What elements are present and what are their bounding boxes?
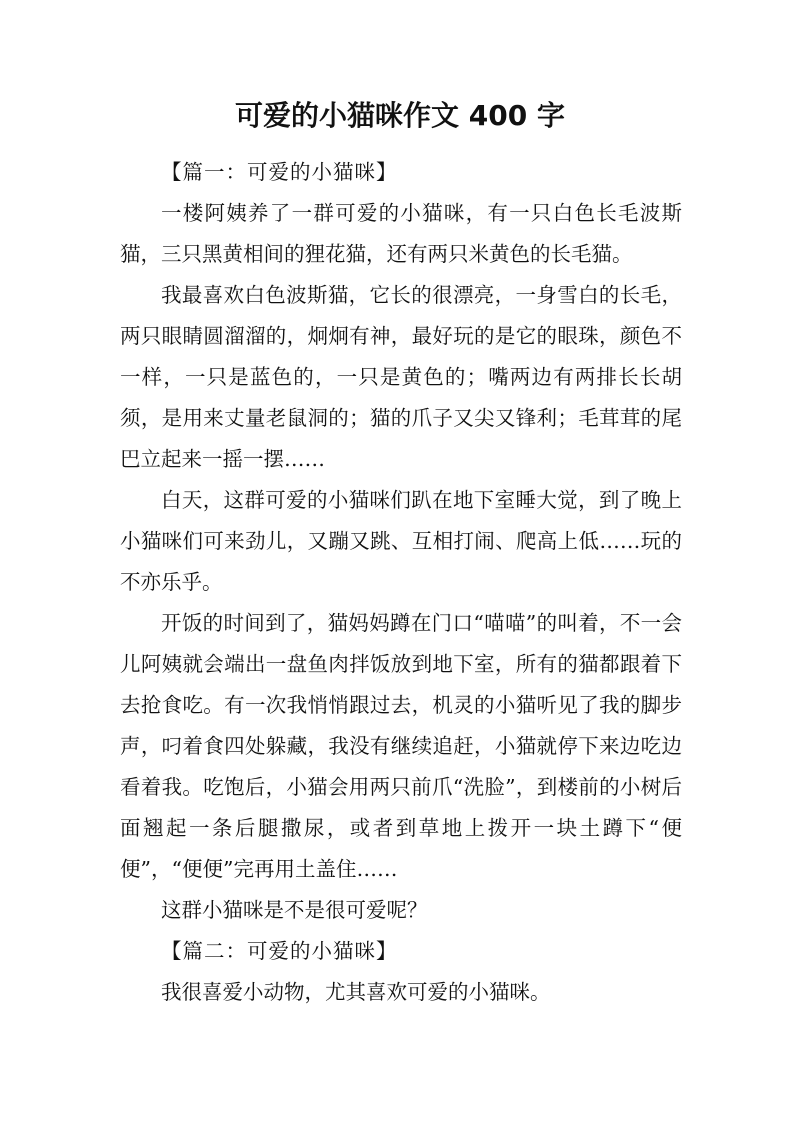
paragraph-3: 白天，这群可爱的小猫咪们趴在地下室睡大觉，到了晚上小猫咪们可来劲儿，又蹦又跳、互相打闹、爬高上低……玩的不亦乐乎。 xyxy=(120,488,682,594)
paragraph-1: 一楼阿姨养了一群可爱的小猫咪，有一只白色长毛波斯猫，三只黑黄相间的狸花猫，还有两只米黄色的长毛猫。 xyxy=(120,201,682,266)
essay-title: 可爱的小猫咪作文 400 字 xyxy=(235,99,565,132)
section-heading-1: 【篇一：可爱的小猫咪】 xyxy=(161,160,398,184)
paragraph-5: 这群小猫咪是不是很可爱呢？ xyxy=(161,898,428,922)
paragraph-2: 我最喜欢白色波斯猫，它长的很漂亮，一身雪白的长毛，两只眼睛圆溜溜的，炯炯有神，最好玩的是它的眼珠，颜色不一样，一只是蓝色的，一只是黄色的；嘴两边有两排长长胡须，是用来丈量老鼠洞的；猫的爪子又尖又锋利；毛茸茸的尾巴立起来一摇一摆…… xyxy=(120,283,682,471)
section-heading-2: 【篇二：可爱的小猫咪】 xyxy=(161,939,398,963)
essay-body xyxy=(120,152,682,1013)
paragraph-6: 我很喜爱小动物，尤其喜欢可爱的小猫咪。 xyxy=(161,980,551,1004)
paragraph-4: 开饭的时间到了，猫妈妈蹲在门口“喵喵”的叫着，不一会儿阿姨就会端出一盘鱼肉拌饭放到地下室，所有的猫都跟着下去抢食吃。有一次我悄悄跟过去，机灵的小猫听见了我的脚步声，叼着食四处躲藏，我没有继续追赶，小猫就停下来边吃边看着我。吃饱后，小猫会用两只前爪“洗脸”，到楼前的小树后面翘起一条后腿撒尿，或者到草地上拨开一块土蹲下“便便”，“便便”完再用土盖住…… xyxy=(120,611,682,881)
